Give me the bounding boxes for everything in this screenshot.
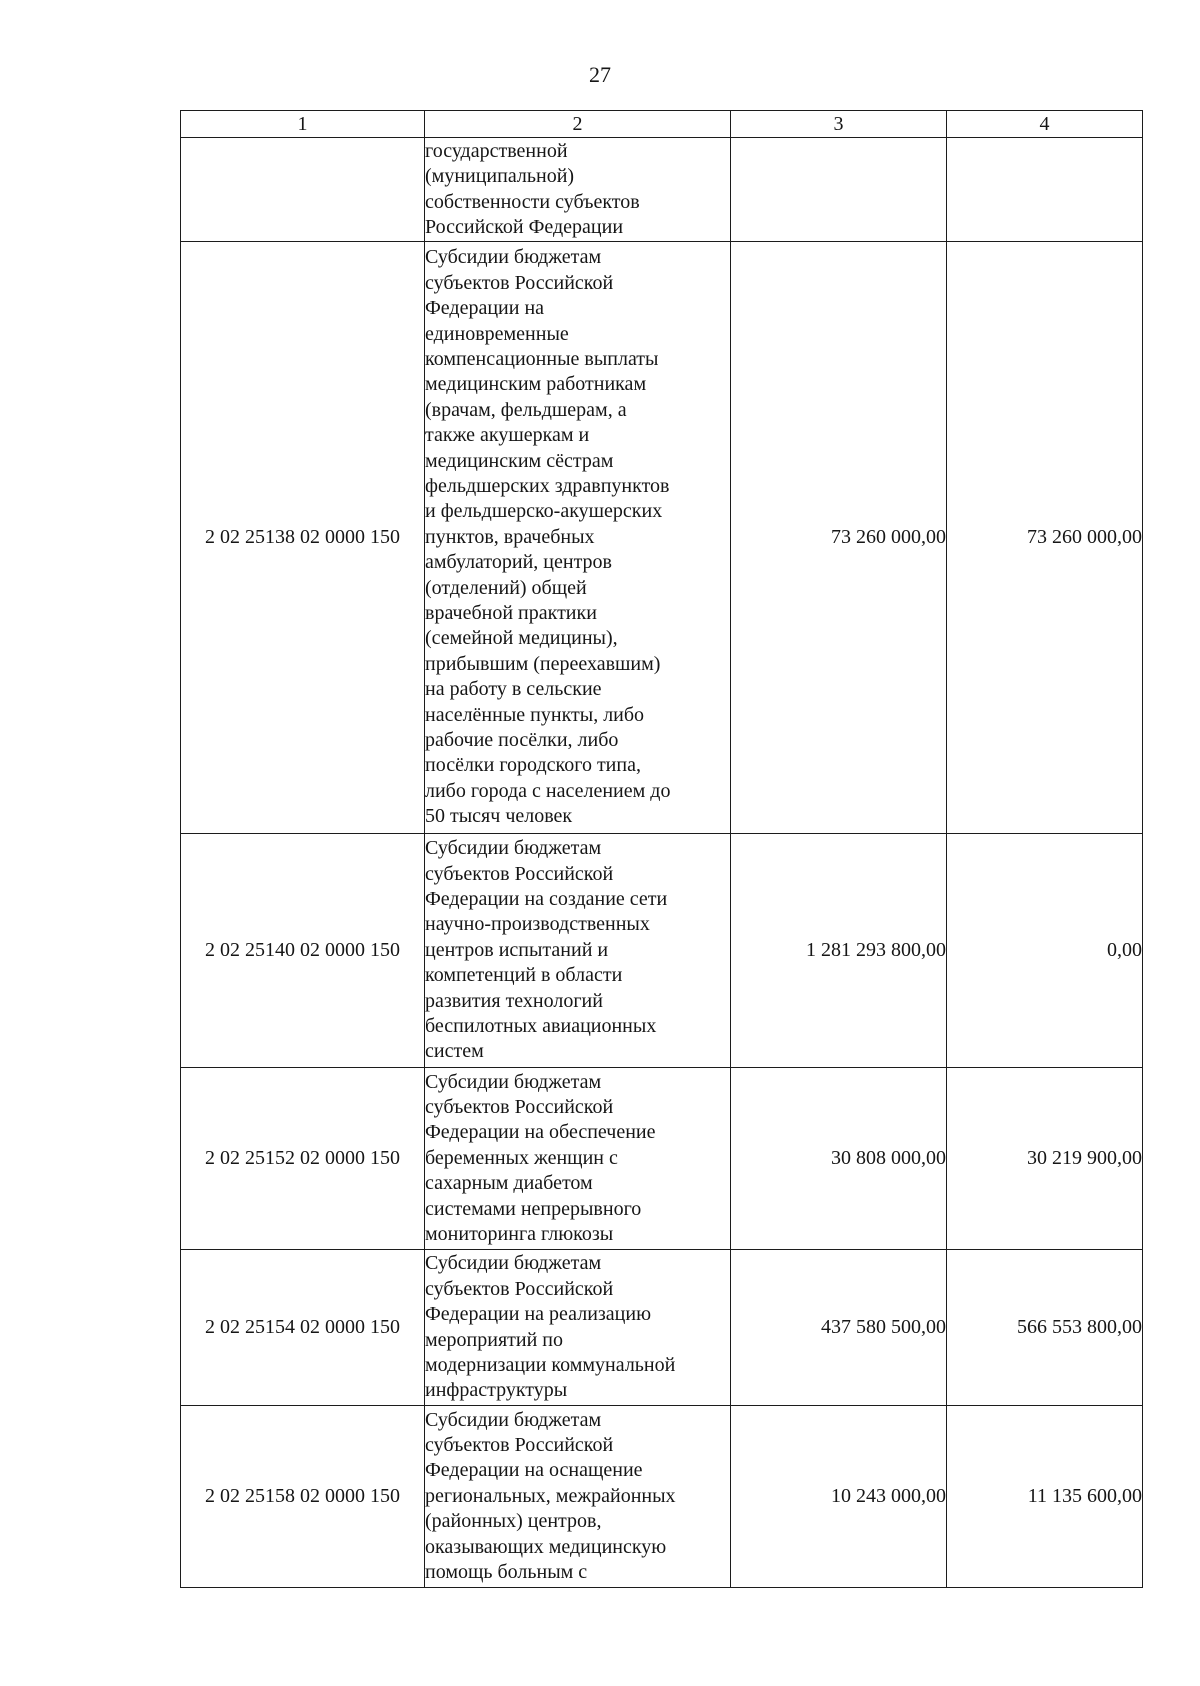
description-line: компетенций в области bbox=[425, 964, 623, 987]
description-line: государственной bbox=[425, 139, 568, 162]
description-line: собственности субъектов bbox=[425, 190, 640, 213]
description-line: Федерации на оснащение bbox=[425, 1459, 643, 1482]
description-line: (отделений) общей bbox=[425, 576, 587, 599]
description-line: беспилотных авиационных bbox=[425, 1015, 657, 1038]
budget-code: 2 02 25140 02 0000 150 bbox=[181, 834, 425, 1068]
description bbox=[425, 1406, 731, 1588]
description-line: субъектов Российской bbox=[425, 1095, 614, 1118]
description-line: мониторинга глюкозы bbox=[425, 1223, 614, 1246]
amount-column-4: 73 260 000,00 bbox=[947, 242, 1143, 834]
table-row bbox=[181, 1406, 1143, 1588]
amount-column-4: 566 553 800,00 bbox=[947, 1250, 1143, 1406]
description-line: на работу в сельские bbox=[425, 678, 602, 701]
description-line: амбулаторий, центров bbox=[425, 551, 613, 574]
amount-column-3 bbox=[731, 138, 947, 242]
description-line: посёлки городского типа, bbox=[425, 754, 641, 777]
description-line: медицинским работникам bbox=[425, 373, 647, 396]
description-line: Федерации на обеспечение bbox=[425, 1121, 656, 1144]
table-row bbox=[181, 138, 1143, 242]
budget-code bbox=[181, 138, 425, 242]
description-line: сахарным диабетом bbox=[425, 1172, 593, 1195]
description-line: врачебной практики bbox=[425, 602, 597, 625]
description-line: либо города с населением до bbox=[425, 779, 671, 802]
description-line: Федерации на создание сети bbox=[425, 887, 668, 910]
column-header-3: 3 bbox=[731, 111, 947, 138]
column-header-4: 4 bbox=[947, 111, 1143, 138]
description-line: и фельдшерско-акушерских bbox=[425, 500, 663, 523]
description bbox=[425, 242, 731, 834]
description-line: оказывающих медицинскую bbox=[425, 1535, 667, 1558]
description-line: модернизации коммунальной bbox=[425, 1353, 676, 1376]
description-line: центров испытаний и bbox=[425, 938, 609, 961]
budget-code: 2 02 25158 02 0000 150 bbox=[181, 1406, 425, 1588]
description-line: субъектов Российской bbox=[425, 271, 614, 294]
description-line: беременных женщин с bbox=[425, 1146, 618, 1169]
amount-column-3: 73 260 000,00 bbox=[731, 242, 947, 834]
table-row bbox=[181, 1068, 1143, 1250]
description-line: Федерации на bbox=[425, 297, 545, 320]
amount-column-3: 437 580 500,00 bbox=[731, 1250, 947, 1406]
description-line: населённые пункты, либо bbox=[425, 703, 645, 726]
description-line: единовременные bbox=[425, 322, 569, 345]
description-line: (районных) центров, bbox=[425, 1510, 602, 1533]
description-line: систем bbox=[425, 1040, 484, 1063]
description-line: 50 тысяч человек bbox=[425, 805, 573, 828]
budget-code: 2 02 25154 02 0000 150 bbox=[181, 1250, 425, 1406]
description-line: развития технологий bbox=[425, 989, 603, 1012]
table-row bbox=[181, 1250, 1143, 1406]
table-row bbox=[181, 834, 1143, 1068]
description-line: Субсидии бюджетам bbox=[425, 837, 602, 860]
description-line: Субсидии бюджетам bbox=[425, 1408, 602, 1431]
description-line: прибывшим (переехавшим) bbox=[425, 652, 661, 675]
page-number: 27 bbox=[589, 62, 611, 87]
description-line: (семейной медицины), bbox=[425, 627, 618, 650]
description-line: компенсационные выплаты bbox=[425, 347, 659, 370]
description-line: Российской Федерации bbox=[425, 215, 624, 238]
description-line: региональных, межрайонных bbox=[425, 1484, 676, 1507]
description-line: системами непрерывного bbox=[425, 1197, 642, 1220]
description-line: субъектов Российской bbox=[425, 862, 614, 885]
description-line: Субсидии бюджетам bbox=[425, 1252, 602, 1275]
description bbox=[425, 1250, 731, 1406]
description-line: (муниципальной) bbox=[425, 165, 575, 188]
budget-code: 2 02 25152 02 0000 150 bbox=[181, 1068, 425, 1250]
table-header-row bbox=[181, 111, 1143, 138]
description-line: мероприятий по bbox=[425, 1328, 563, 1351]
description bbox=[425, 1068, 731, 1250]
description-line: помощь больным с bbox=[425, 1561, 588, 1584]
description-line: субъектов Российской bbox=[425, 1433, 614, 1456]
description-line: научно-производственных bbox=[425, 913, 650, 936]
budget-table bbox=[180, 110, 1143, 1588]
column-header-1: 1 bbox=[181, 111, 425, 138]
budget-code: 2 02 25138 02 0000 150 bbox=[181, 242, 425, 834]
description-line: фельдшерских здравпунктов bbox=[425, 474, 670, 497]
amount-column-3: 10 243 000,00 bbox=[731, 1406, 947, 1588]
description-line: (врачам, фельдшерам, а bbox=[425, 398, 627, 421]
description-line: рабочие посёлки, либо bbox=[425, 729, 619, 752]
amount-column-3: 1 281 293 800,00 bbox=[731, 834, 947, 1068]
description bbox=[425, 138, 731, 242]
table-row bbox=[181, 242, 1143, 834]
amount-column-4 bbox=[947, 138, 1143, 242]
column-header-2: 2 bbox=[425, 111, 731, 138]
description bbox=[425, 834, 731, 1068]
description-line: Федерации на реализацию bbox=[425, 1303, 652, 1326]
description-line: также акушеркам и bbox=[425, 424, 590, 447]
description-line: субъектов Российской bbox=[425, 1277, 614, 1300]
amount-column-4: 11 135 600,00 bbox=[947, 1406, 1143, 1588]
description-line: медицинским сёстрам bbox=[425, 449, 614, 472]
amount-column-4: 30 219 900,00 bbox=[947, 1068, 1143, 1250]
amount-column-3: 30 808 000,00 bbox=[731, 1068, 947, 1250]
description-line: пунктов, врачебных bbox=[425, 525, 595, 548]
description-line: Субсидии бюджетам bbox=[425, 246, 602, 269]
amount-column-4: 0,00 bbox=[947, 834, 1143, 1068]
description-line: инфраструктуры bbox=[425, 1379, 568, 1402]
description-line: Субсидии бюджетам bbox=[425, 1070, 602, 1093]
